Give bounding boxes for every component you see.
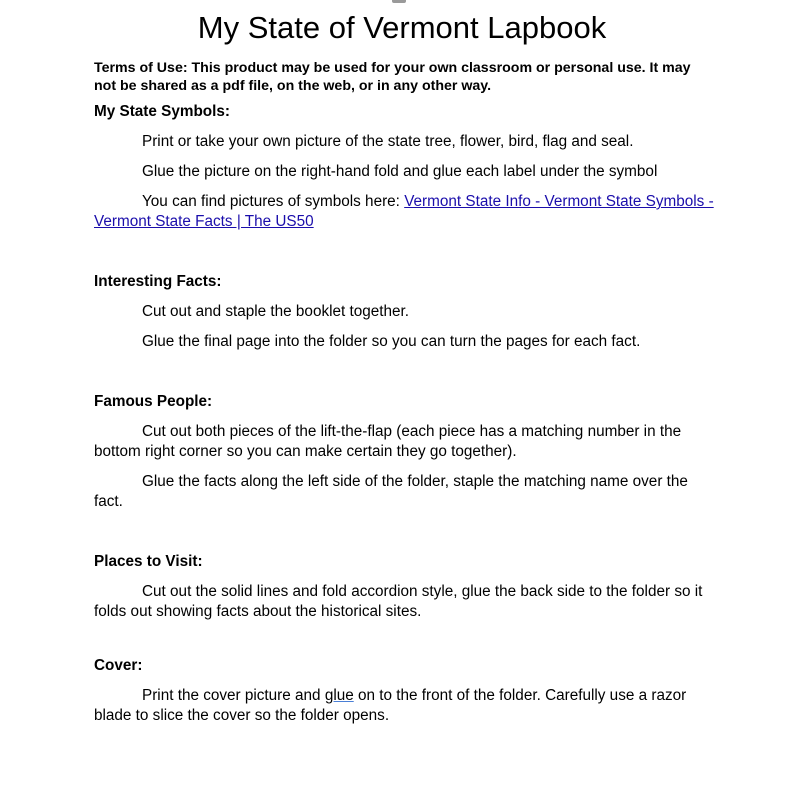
symbols-instruction-3 [94, 192, 714, 232]
us50-symbols-link[interactable]: Vermont State Info - Vermont State Symbols - Vermont State Facts | The US50 [94, 193, 714, 230]
section-heading-places: Places to Visit: [94, 553, 203, 570]
cover-text-before: Print the cover picture and [142, 687, 325, 704]
spellcheck-word-glue[interactable]: glue [324, 687, 354, 704]
section-heading-people: Famous People: [94, 393, 213, 410]
section-heading-cover: Cover: [94, 657, 143, 674]
page-top-marker [392, 0, 406, 3]
people-instruction-2: Glue the facts along the left side of the folder, staple the matching name over the fact. [94, 473, 688, 510]
symbols-instruction-2: Glue the picture on the right-hand fold and glue each label under the symbol [142, 163, 658, 180]
people-instruction-1: Cut out both pieces of the lift-the-flap (each piece has a matching number in the bottom right corner so you can make certain they go together). [94, 423, 682, 460]
document-body [94, 59, 714, 736]
places-instruction-1: Cut out the solid lines and fold accordion style, glue the back side to the folder so it folds out showing facts about the historical sites. [94, 583, 703, 620]
facts-instruction-2: Glue the final page into the folder so you can turn the pages for each fact. [142, 333, 641, 350]
section-heading-facts: Interesting Facts: [94, 273, 222, 290]
document-title: My State of Vermont Lapbook [197, 10, 607, 45]
symbols-instruction-1: Print or take your own picture of the state tree, flower, bird, flag and seal. [142, 133, 634, 150]
cover-text-after: on to the front of the folder. Carefully use a razor blade to slice the cover so the folder opens. [94, 687, 687, 724]
terms-of-use: Terms of Use: This product may be used for your own classroom or personal use. It may not be shared as a pdf file, on the web, or in any other way. [94, 60, 691, 94]
facts-instruction-1: Cut out and staple the booklet together. [142, 303, 410, 320]
section-heading-symbols: My State Symbols: [94, 103, 231, 120]
symbols-link-prefix: You can find pictures of symbols here: [142, 193, 405, 210]
cover-instruction-1 [94, 686, 714, 726]
